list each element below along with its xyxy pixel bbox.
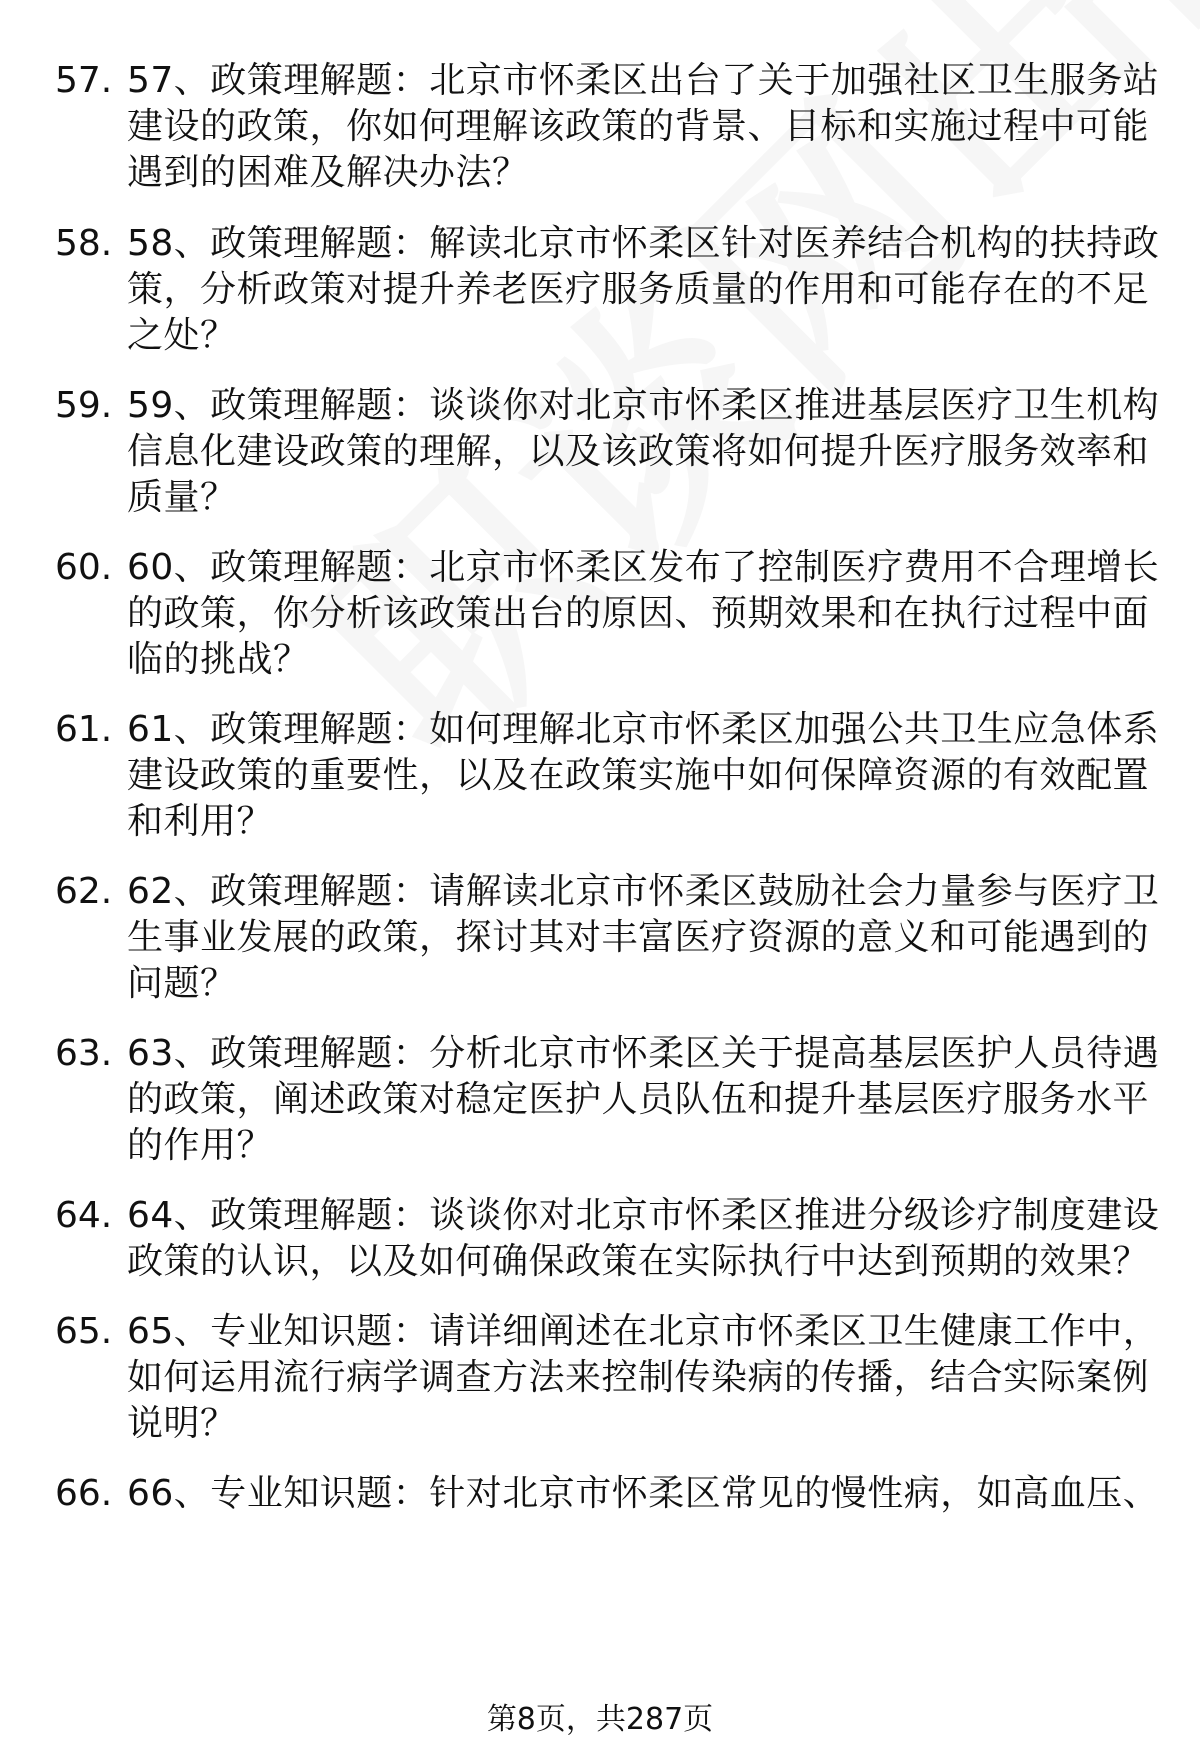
question-number: 61. xyxy=(55,709,113,750)
question-text: 59、政策理解题：谈谈你对北京市怀柔区推进基层医疗卫生机构 信息化建设政策的理解，以及该政策将如何提升医疗服务效率和 质量？ xyxy=(127,385,1160,518)
question-text: 60、政策理解题：北京市怀柔区发布了控制医疗费用不合理增长 的政策，你分析该政策出台的原因、预期效果和在执行过程中面 临的挑战？ xyxy=(127,547,1160,680)
question-text: 62、政策理解题：请解读北京市怀柔区鼓励社会力量参与医疗卫 生事业发展的政策，探讨其对丰富医疗资源的意义和可能遇到的 问题？ xyxy=(127,871,1160,1004)
question-text: 57、政策理解题：北京市怀柔区出台了关于加强社区卫生服务站 建设的政策，你如何理解该政策的背景、目标和实施过程中可能 遇到的困难及解决办法？ xyxy=(127,60,1160,193)
question-number: 64. xyxy=(55,1195,113,1236)
question-number: 62. xyxy=(55,871,113,912)
question-number: 58. xyxy=(55,223,113,264)
question-number: 65. xyxy=(55,1311,113,1352)
question-text: 63、政策理解题：分析北京市怀柔区关于提高基层医护人员待遇 的政策，阐述政策对稳定医护人员队伍和提升基层医疗服务水平 的作用？ xyxy=(127,1033,1160,1166)
question-number: 57. xyxy=(55,60,113,101)
question-number: 63. xyxy=(55,1033,113,1074)
question-number: 66. xyxy=(55,1473,113,1514)
question-number: 59. xyxy=(55,385,113,426)
page-footer: 第8页，共287页 xyxy=(486,1702,714,1737)
question-text: 58、政策理解题：解读北京市怀柔区针对医养结合机构的扶持政 策，分析政策对提升养老医疗服务质量的作用和可能存在的不足 之处？ xyxy=(127,223,1160,356)
question-text: 65、专业知识题：请详细阐述在北京市怀柔区卫生健康工作中， 如何运用流行病学调查方法来控制传染病的传播，结合实际案例 说明？ xyxy=(127,1311,1160,1444)
question-text: 64、政策理解题：谈谈你对北京市怀柔区推进分级诊疗制度建设 政策的认识，以及如何确保政策在实际执行中达到预期的效果？ xyxy=(127,1195,1160,1282)
question-text: 61、政策理解题：如何理解北京市怀柔区加强公共卫生应急体系 建设政策的重要性，以及在政策实施中如何保障资源的有效配置 和利用？ xyxy=(127,709,1160,842)
question-number: 60. xyxy=(55,547,113,588)
question-text: 66、专业知识题：针对北京市怀柔区常见的慢性病，如高血压、 xyxy=(127,1473,1160,1514)
